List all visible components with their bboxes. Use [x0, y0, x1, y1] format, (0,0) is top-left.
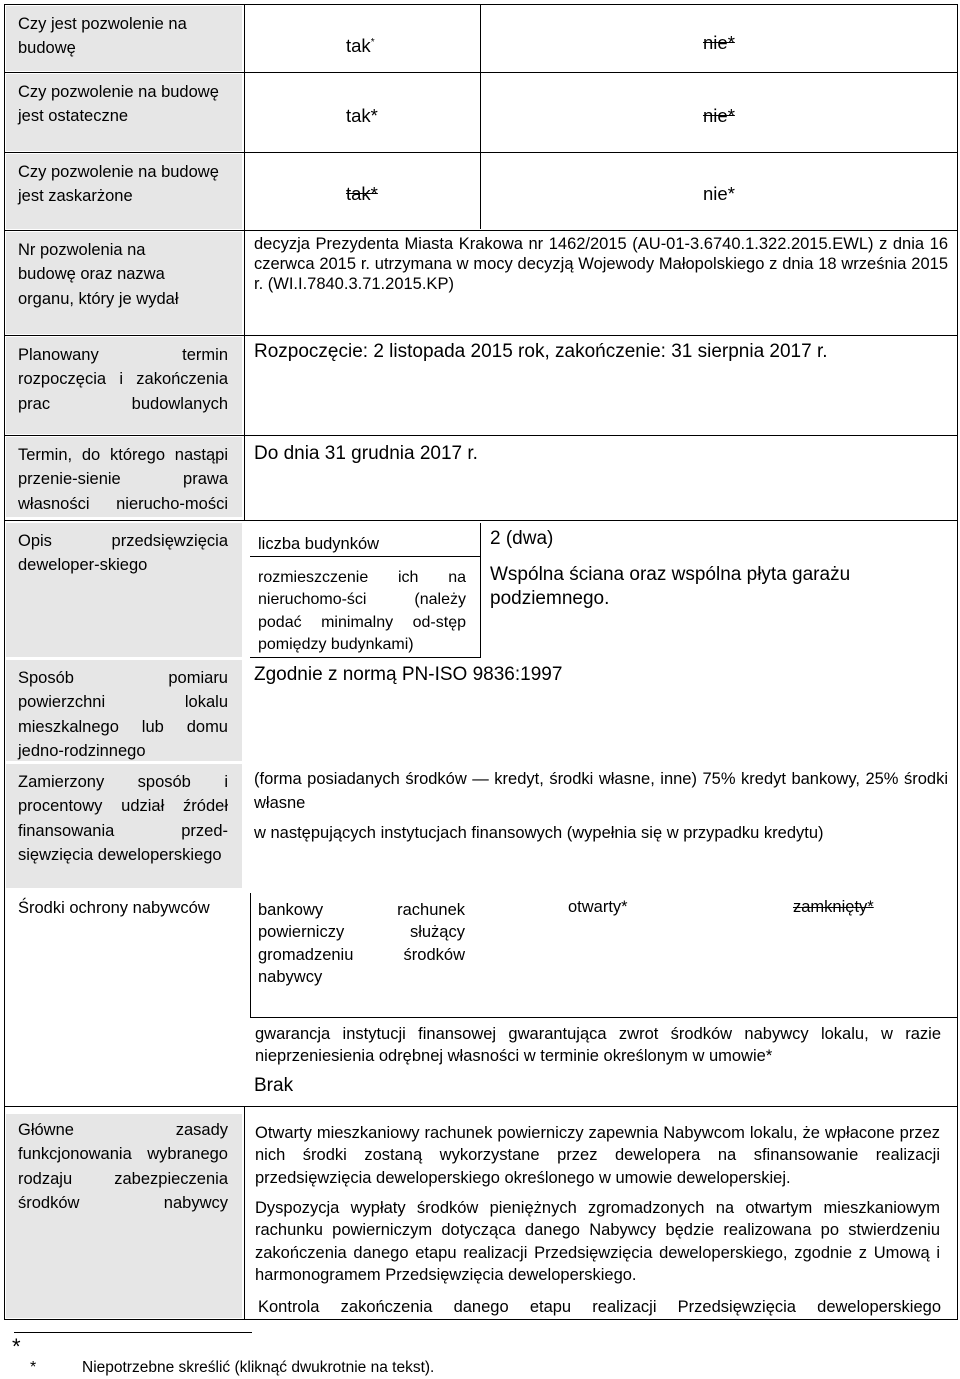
challenged-no[interactable]	[703, 182, 735, 206]
principles-para-1	[255, 1122, 940, 1189]
footnote-mark	[30, 1358, 36, 1378]
permit-no-text: nie*	[703, 32, 735, 53]
permit-number-value	[254, 234, 948, 294]
financing-value-1-text: (forma posiadanych środków — kredyt, środki własne, inne) 75% kredyt bankowy, 25% środki własne	[254, 770, 948, 812]
measurement-value-text: Zgodnie z normą PN-ISO 9836:1997	[254, 664, 563, 685]
label-challenged	[6, 154, 242, 229]
financing-value-1	[254, 767, 948, 815]
label-principles	[6, 1114, 242, 1318]
challenged-no-text: nie*	[703, 183, 735, 204]
label-description-text: Opis przedsięwzięcia deweloper-skiego	[18, 532, 228, 575]
footnote-mark-top	[12, 1335, 21, 1359]
footnote-mark-text: *	[30, 1359, 37, 1376]
footnote-text-text: Niepotrzebne skreślić (kliknąć dwukrotnie na tekst).	[82, 1359, 435, 1376]
label-schedule	[6, 337, 242, 434]
ownership-value	[254, 442, 478, 466]
label-measurement	[6, 660, 242, 761]
footnote-mark-top-text: *	[12, 1334, 21, 1359]
financing-value-2-text: w następujących instytucjach finansowych (wypełnia się w przypadku kredytu)	[254, 824, 824, 842]
account-label-text: bankowy rachunek powierniczy służący gromadzeniu środków nabywcy	[258, 901, 465, 986]
layout-value	[490, 563, 900, 611]
footnote-rule	[14, 1332, 252, 1333]
label-final-text: Czy pozwolenie na budowę jest ostateczne	[18, 83, 219, 126]
label-challenged-text: Czy pozwolenie na budowę jest zaskarżone	[18, 163, 219, 206]
principles-para-2-text: Dyspozycja wypłaty środków pieniężnych zgromadzonych na otwartym mieszkaniowym rachunku powierniczym dotycząca danego Nabywcy będzie realizowana po stwierdzeniu zakończenia danego etapu realizacji Przedsięwzięcia deweloperskiego, zgodnie z Umową i harmonogramem Przedsięwzięcia deweloperskiego.	[255, 1199, 940, 1284]
measurement-value	[254, 663, 562, 687]
account-open[interactable]	[568, 896, 628, 918]
final-yes-text: tak*	[346, 105, 378, 126]
permit-number-value-text: decyzja Prezydenta Miasta Krakowa nr 1462/2015 (AU-01-3.6740.1.322.2015.EWL) z dnia 16 czerwca 2015 r. utrzymana w mocy decyzją Wojewody Małopolskiego z dnia 18 września 2015 r. (WI.I.7840.3.71.2015.KP)	[254, 235, 948, 293]
guarantee-label	[255, 1023, 941, 1068]
label-ownership	[6, 437, 242, 517]
final-yes[interactable]	[346, 104, 378, 128]
label-permit-number	[6, 232, 242, 334]
final-no-text: nie*	[703, 105, 735, 126]
label-protection-text: Środki ochrony nabywców	[18, 899, 210, 917]
buildings-label-text: liczba budynków	[258, 535, 380, 553]
label-permit-text: Czy jest pozwolenie na budowę	[18, 15, 187, 58]
label-protection	[18, 897, 210, 919]
financing-value-2	[254, 822, 824, 844]
ownership-value-text: Do dnia 31 grudnia 2017 r.	[254, 443, 478, 464]
buildings-label	[258, 533, 379, 555]
label-measurement-text: Sposób pomiaru powierzchni lokalu mieszkalnego lub domu jedno-rodzinnego	[18, 669, 228, 760]
challenged-yes[interactable]	[346, 182, 378, 206]
label-permit	[6, 6, 242, 71]
principles-para-2	[255, 1197, 940, 1286]
layout-label	[258, 567, 466, 656]
footnote-text	[82, 1358, 434, 1378]
label-description	[6, 523, 242, 657]
guarantee-label-text: gwarancja instytucji finansowej gwarantująca zwrot środków nabywcy lokalu, w razie nieprzeniesienia odrębnej własności w terminie określonym w umowie*	[255, 1025, 941, 1066]
final-no[interactable]	[703, 104, 735, 128]
guarantee-value	[254, 1074, 293, 1098]
label-permit-number-text: Nr pozwolenia na budowę oraz nazwa organu, który je wydał	[18, 241, 179, 308]
principles-para-3	[258, 1296, 941, 1318]
permit-no[interactable]	[703, 31, 735, 55]
schedule-value	[254, 340, 828, 364]
label-financing-text: Zamierzony sposób i procentowy udział źródeł finansowania przed-sięwzięcia deweloperskiego	[18, 773, 228, 864]
layout-label-text: rozmieszczenie ich na nieruchomo-ści (należy podać minimalny od-stęp pomiędzy budynkami)	[258, 569, 466, 653]
principles-para-1-text: Otwarty mieszkaniowy rachunek powierniczy zapewnia Nabywcom lokalu, że wpłacone przez nich środki zostaną wykorzystane przez dewelopera na sfinansowanie realizacji przedsięwzięcia deweloperskiego określonego w umowie deweloperskiej.	[255, 1124, 940, 1187]
account-closed-text: zamknięty*	[793, 898, 874, 916]
permit-yes-text: tak	[346, 35, 371, 57]
schedule-value-text: Rozpoczęcie: 2 listopada 2015 rok, zakończenie: 31 sierpnia 2017 r.	[254, 341, 828, 362]
label-financing	[6, 764, 242, 888]
account-label	[258, 899, 465, 988]
label-principles-text: Główne zasady funkcjonowania wybranego rodzaju zabezpieczenia środków nabywcy	[18, 1121, 228, 1212]
buildings-value	[490, 527, 553, 551]
label-ownership-text: Termin, do którego nastąpi przenie-sienie prawa własności nierucho-mości	[18, 446, 228, 513]
guarantee-value-text: Brak	[254, 1075, 294, 1096]
layout-value-text: Wspólna ściana oraz wspólna płyta garażu podziemnego.	[490, 564, 851, 609]
challenged-yes-text: tak*	[346, 183, 378, 204]
label-schedule-text: Planowany termin rozpoczęcia i zakończenia prac budowlanych	[18, 346, 228, 413]
permit-yes-sup: *	[370, 37, 375, 48]
principles-para-3-text: Kontrola zakończenia danego etapu realizacji Przedsięwzięcia deweloperskiego	[258, 1298, 941, 1316]
account-open-text: otwarty*	[568, 898, 628, 916]
permit-yes[interactable]	[346, 31, 375, 58]
buildings-value-text: 2 (dwa)	[490, 528, 554, 549]
label-final	[6, 74, 242, 151]
account-closed[interactable]	[793, 896, 874, 918]
